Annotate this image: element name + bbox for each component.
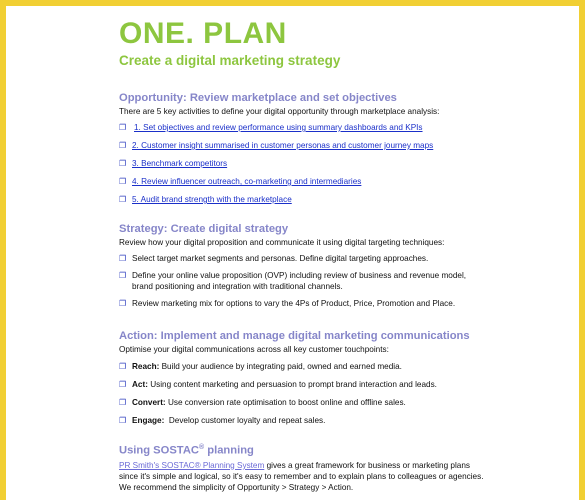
action-item-act [119,379,489,390]
opportunity-item-4[interactable] [119,176,489,187]
document-page [6,6,579,500]
page-title: ONE. PLAN [119,17,287,50]
checkbox-bullet-icon: ❐ [119,380,127,389]
sostac-heading [119,441,489,458]
opportunity-section [119,91,489,205]
opportunity-item-1[interactable] [119,122,489,133]
strategy-item-text: Review marketing mix for options to vary the 4Ps of Product, Price, Promotion and Place. [132,299,456,308]
action-term: Engage: [132,416,165,425]
checkbox-bullet-icon: ❐ [119,159,127,168]
opportunity-item-2[interactable] [119,140,489,151]
sostac-section [119,441,489,493]
strategy-item-1 [119,253,489,264]
action-term: Act: [132,380,148,389]
opportunity-link-3[interactable]: 3. Benchmark competitors [132,159,228,168]
document-content [119,17,489,492]
sostac-link[interactable]: PR Smith's SOSTAC® Planning System [119,460,265,470]
action-item-engage [119,415,489,426]
sostac-heading-text: Using SOSTAC [119,444,199,457]
checkbox-bullet-icon: ❐ [119,254,127,263]
action-text: Use conversion rate optimisation to boost online and offline sales. [165,398,406,407]
checkbox-bullet-icon: ❐ [119,299,127,308]
checkbox-bullet-icon: ❐ [119,398,127,407]
opportunity-intro: There are 5 key activities to define your digital opportunity through marketplace analysis: [119,107,440,116]
action-heading: Action: Implement and manage digital marketing communications [119,330,470,342]
action-section [119,329,489,426]
registered-mark: ® [198,444,205,451]
action-text: Develop customer loyalty and repeat sales. [164,416,326,425]
opportunity-item-3[interactable] [119,158,489,169]
opportunity-link-4[interactable]: 4. Review influencer outreach, co-marketing and intermediaries [132,177,362,186]
action-text: Using content marketing and persuasion to prompt brand interaction and leads. [147,380,437,389]
strategy-item-text: Select target market segments and personas. Define digital targeting approaches. [132,254,429,263]
strategy-heading: Strategy: Create digital strategy [119,223,289,235]
strategy-item-text: Define your online value proposition (OVP) including review of business and revenue model, brand positioning and integration with traditional channels. [132,271,467,291]
sostac-body-text: gives a great framework for business or marketing plans since it's simple and logical, so it's easy to remember and to explain plans to colleagues or agencies. We recommend the simplicity of Opportunity > Strategy > Action. [119,460,484,492]
page-subtitle: Create a digital marketing strategy [119,53,341,68]
action-intro: Optimise your digital communications across all key customer touchpoints: [119,345,389,354]
sostac-body [119,460,489,493]
opportunity-link-1[interactable]: 1. Set objectives and review performance using summary dashboards and KPIs [134,123,423,132]
action-term: Reach: [132,362,160,371]
strategy-intro: Review how your digital proposition and communicate it using digital targeting techniques: [119,238,445,247]
checkbox-bullet-icon: ❐ [119,177,127,186]
checkbox-bullet-icon: ❐ [119,416,127,425]
opportunity-link-2[interactable]: 2. Customer insight summarised in customer personas and customer journey maps [132,141,434,150]
checkbox-bullet-icon: ❐ [119,362,127,371]
checkbox-bullet-icon: ❐ [119,141,127,150]
opportunity-heading: Opportunity: Review marketplace and set objectives [119,92,397,104]
action-text: Build your audience by integrating paid, owned and earned media. [159,362,402,371]
checkbox-bullet-icon: ❐ [119,123,127,132]
strategy-item-2 [119,270,489,292]
action-item-convert [119,397,489,408]
strategy-section [119,222,489,309]
sostac-heading-suffix: planning [204,444,254,457]
action-item-reach [119,361,489,372]
opportunity-link-5[interactable]: 5. Audit brand strength with the marketplace [132,195,292,204]
checkbox-bullet-icon: ❐ [119,195,127,204]
opportunity-item-5[interactable] [119,194,489,205]
action-term: Convert: [132,398,166,407]
checkbox-bullet-icon: ❐ [119,271,127,280]
strategy-item-3 [119,298,489,309]
